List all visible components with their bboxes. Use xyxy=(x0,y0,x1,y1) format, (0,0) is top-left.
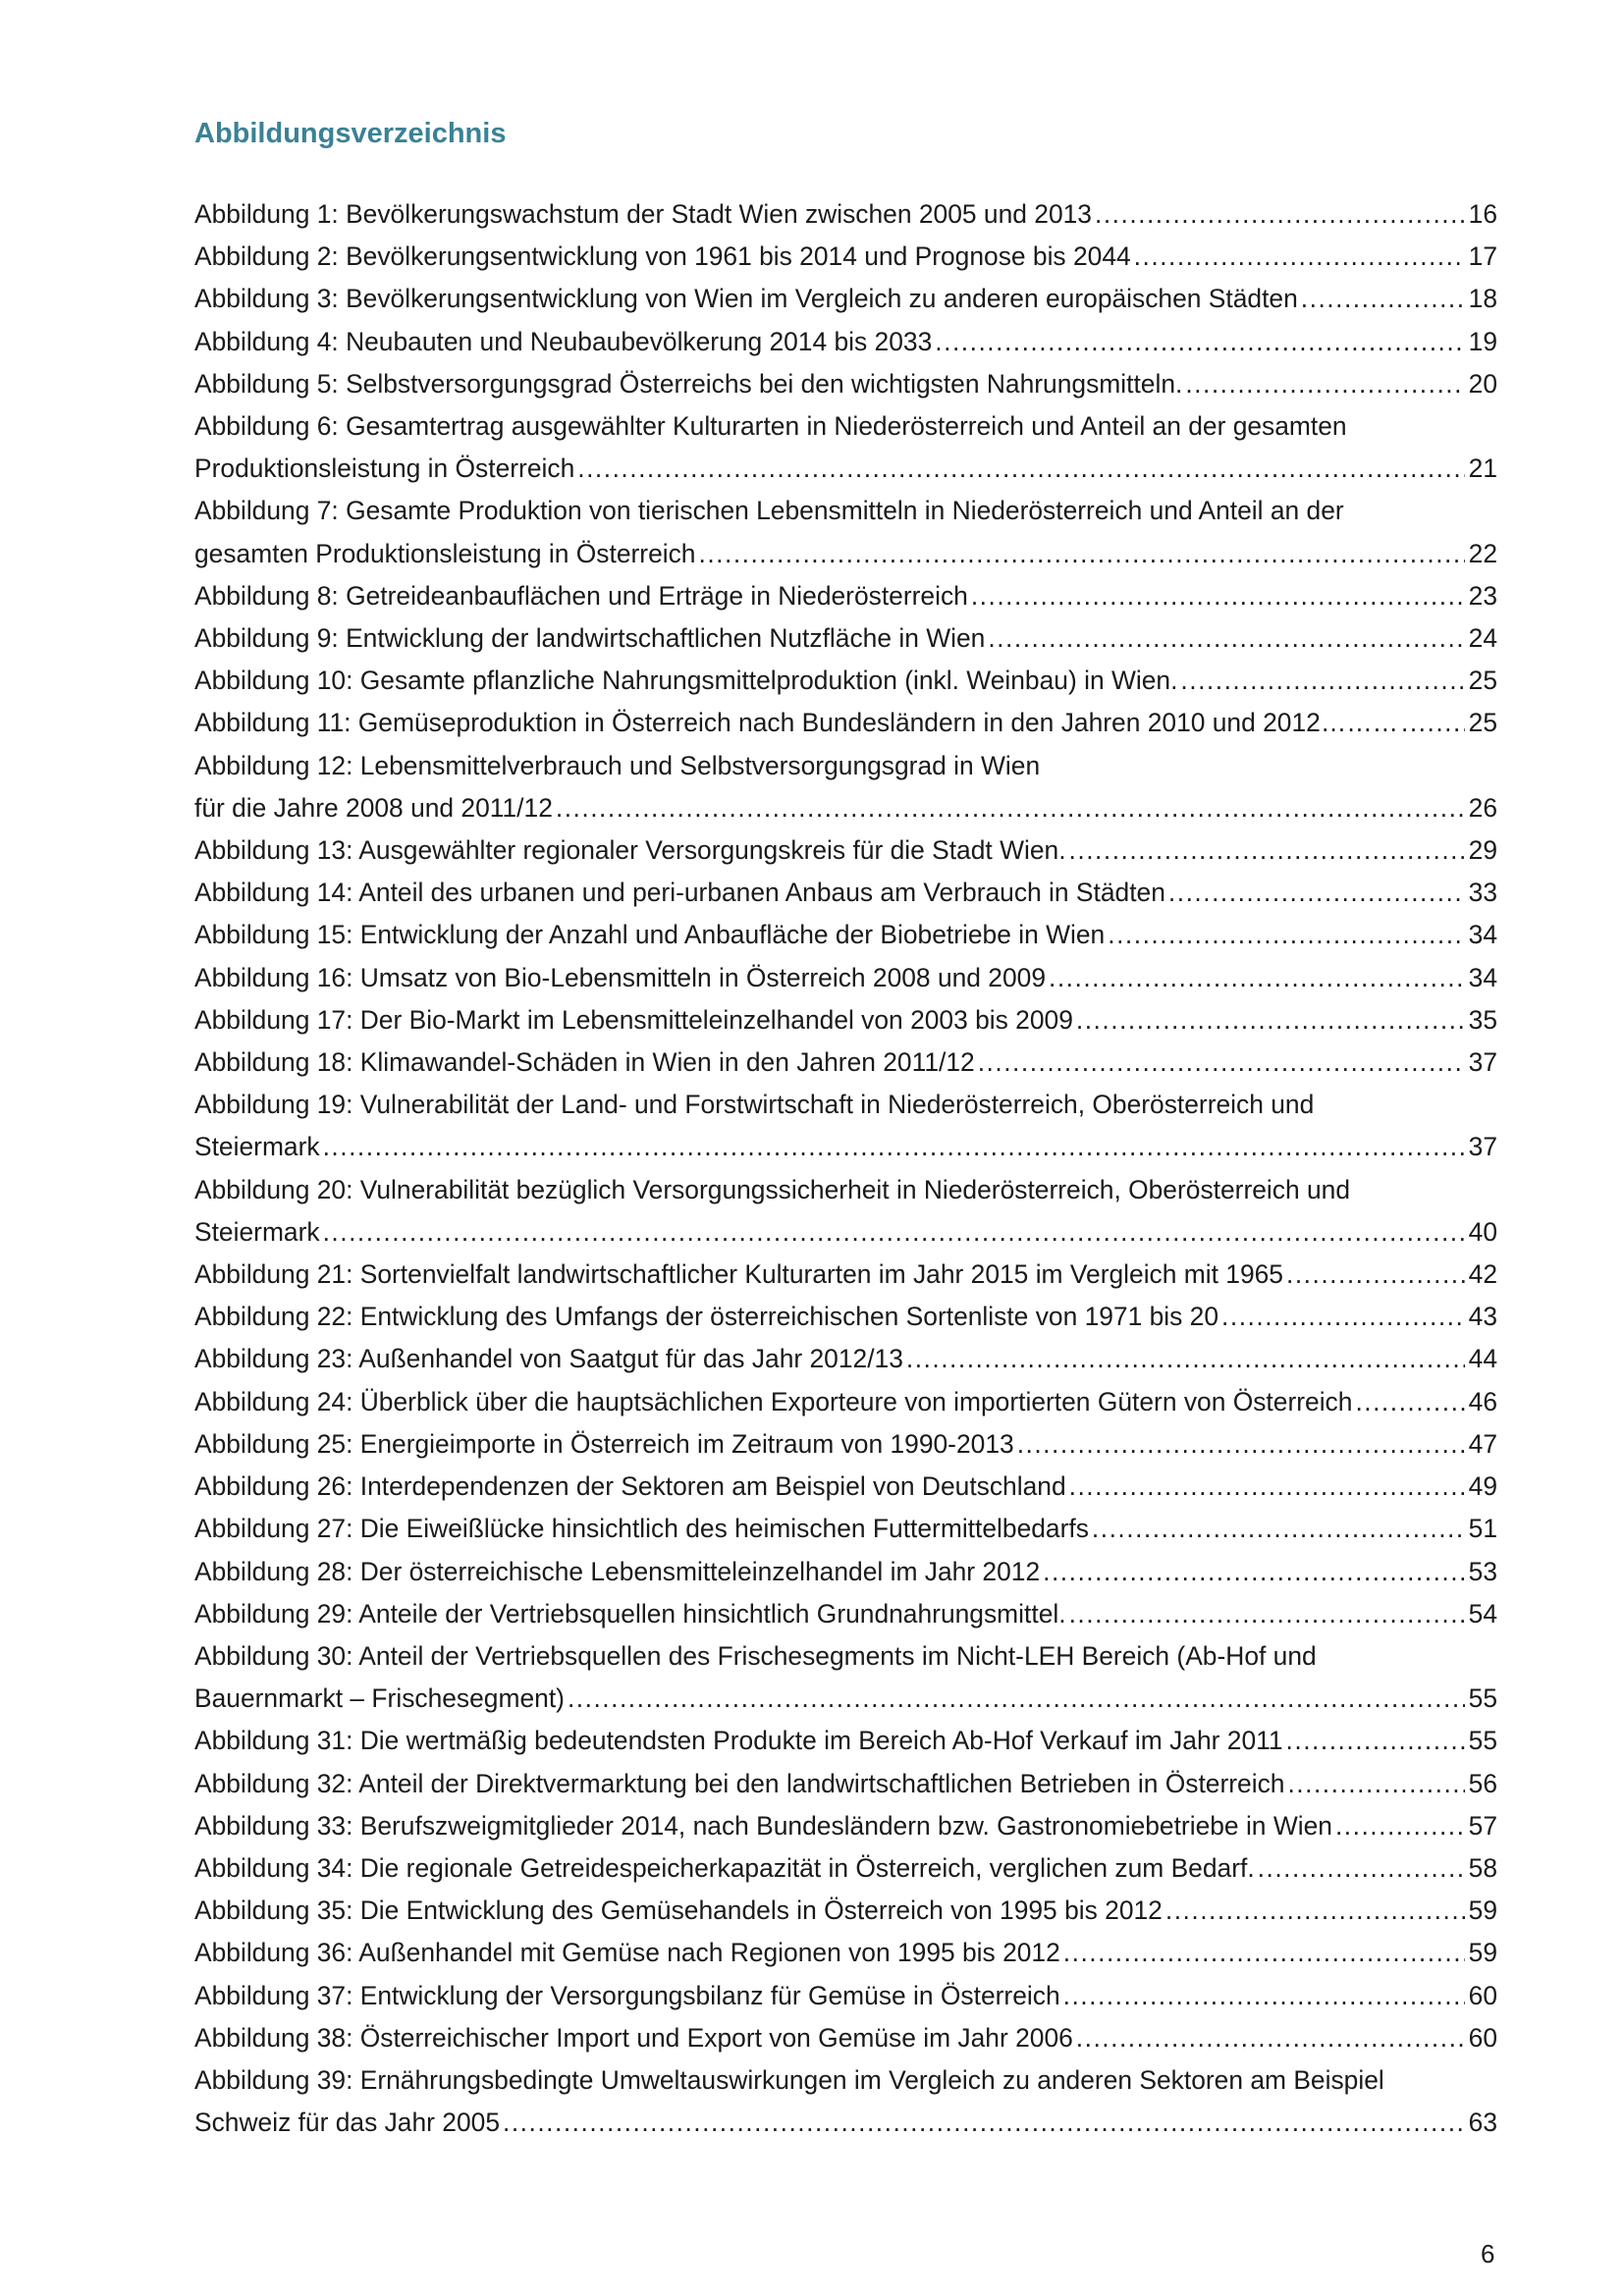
toc-dot-leader xyxy=(577,448,1464,490)
toc-entry-text: Abbildung 29: Anteile der Vertriebsquellen hinsichtlich Grundnahrungsmittel. xyxy=(194,1598,1066,1629)
toc-entry-text: Abbildung 33: Berufszweigmitglieder 2014, nach Bundesländern bzw. Gastronomiebetriebe in Wien xyxy=(194,1810,1332,1841)
toc-entry-page-number: 16 xyxy=(1468,199,1497,229)
toc-entry-text: Abbildung 13: Ausgewählter regionaler Versorgungskreis für die Stadt Wien. xyxy=(194,835,1066,866)
toc-entry-line xyxy=(194,787,1497,829)
page-number: 6 xyxy=(1481,2239,1495,2269)
toc-entry-text: Abbildung 24: Überblick über die hauptsächlichen Exporteure von importierten Gütern von Österreich xyxy=(194,1386,1353,1416)
toc-entry-text: Abbildung 4: Neubauten und Neubaubevölkerung 2014 bis 2033 xyxy=(194,326,933,356)
toc-entry-line xyxy=(194,914,1497,956)
toc-entry-line xyxy=(194,1890,1497,1932)
toc-entry-page-number: 29 xyxy=(1468,835,1497,866)
toc-dot-leader xyxy=(1221,1296,1465,1338)
toc-entry-page-number: 23 xyxy=(1468,580,1497,611)
toc-entry-page-number: 42 xyxy=(1468,1259,1497,1290)
toc-entry-text: Abbildung 14: Anteil des urbanen und peri-urbanen Anbaus am Verbrauch in Städten xyxy=(194,878,1165,908)
toc-entry[interactable] xyxy=(194,1423,1497,1466)
toc-entry-line xyxy=(194,829,1497,872)
toc-entry-line xyxy=(194,1847,1497,1890)
toc-entry-text: Abbildung 35: Die Entwicklung des Gemüsehandels in Österreich von 1995 bis 2012 xyxy=(194,1896,1163,1926)
toc-dot-leader xyxy=(1335,1805,1465,1847)
toc-entry[interactable] xyxy=(194,575,1497,617)
toc-entry-page-number: 53 xyxy=(1468,1556,1497,1586)
toc-entry-text: Steiermark xyxy=(194,1216,320,1247)
toc-dot-leader xyxy=(1287,1763,1464,1805)
toc-dot-leader xyxy=(906,1338,1465,1380)
toc-entry-text: Abbildung 22: Entwicklung des Umfangs der österreichischen Sortenliste von 1971 bis 20 xyxy=(194,1302,1219,1332)
toc-entry-page-number: 46 xyxy=(1468,1386,1497,1416)
toc-dot-leader xyxy=(698,533,1464,575)
toc-entry-line xyxy=(194,1126,1497,1168)
toc-entry[interactable] xyxy=(194,1932,1497,1974)
toc-entry-page-number: 47 xyxy=(1468,1428,1497,1459)
toc-entry[interactable] xyxy=(194,1551,1497,1593)
toc-entry-text: Abbildung 3: Bevölkerungsentwicklung von Wien im Vergleich zu anderen europäischen Städten xyxy=(194,284,1298,314)
toc-entry-first-line: Abbildung 30: Anteil der Vertriebsquellen des Frischesegments im Nicht-LEH Bereich (Ab-Hof und xyxy=(194,1640,1317,1671)
toc-entry-page-number: 51 xyxy=(1468,1514,1497,1544)
toc-entry[interactable] xyxy=(194,1593,1497,1635)
toc-entry[interactable] xyxy=(194,193,1497,236)
toc-entry[interactable] xyxy=(194,745,1497,829)
toc-entry-text: Abbildung 15: Entwicklung der Anzahl und Anbaufläche der Biobetriebe in Wien xyxy=(194,920,1106,950)
toc-dot-leader xyxy=(323,1211,1465,1254)
toc-entry[interactable] xyxy=(194,1296,1497,1338)
toc-entry[interactable] xyxy=(194,1635,1497,1720)
toc-entry-first-line: Abbildung 20: Vulnerabilität bezüglich Versorgungssicherheit in Niederösterreich, Oberösterreich und xyxy=(194,1174,1351,1204)
toc-entry[interactable] xyxy=(194,957,1497,999)
toc-entry-page-number: 17 xyxy=(1468,241,1497,272)
toc-dot-leader xyxy=(1301,278,1465,320)
toc-entry-page-number: 55 xyxy=(1468,1683,1497,1714)
toc-dot-leader xyxy=(1286,1254,1465,1296)
toc-dot-leader xyxy=(1092,1508,1465,1550)
toc-dot-leader xyxy=(1355,1381,1464,1423)
toc-entry-line xyxy=(194,533,1497,575)
toc-entry-line xyxy=(194,1508,1497,1550)
toc-entry-text: Abbildung 32: Anteil der Direktvermarktung bei den landwirtschaftlichen Betrieben in Österreich xyxy=(194,1768,1285,1798)
toc-entry-text: Abbildung 27: Die Eiweißlücke hinsichtlich des heimischen Futtermittelbedarfs xyxy=(194,1514,1089,1544)
toc-entry-line xyxy=(194,321,1497,363)
toc-entry-line xyxy=(194,1932,1497,1974)
toc-entry-page-number: 25 xyxy=(1468,666,1497,696)
toc-entry-text: Abbildung 37: Entwicklung der Versorgungsbilanz für Gemüse in Österreich xyxy=(194,1980,1060,2010)
toc-entry[interactable] xyxy=(194,872,1497,914)
toc-entry[interactable] xyxy=(194,2059,1497,2144)
toc-entry[interactable] xyxy=(194,363,1497,405)
toc-entry-page-number: 26 xyxy=(1468,792,1497,823)
toc-entry[interactable] xyxy=(194,1254,1497,1296)
toc-entry-line xyxy=(194,1763,1497,1805)
toc-entry-page-number: 37 xyxy=(1468,1047,1497,1078)
toc-entry[interactable] xyxy=(194,1508,1497,1550)
toc-entry[interactable] xyxy=(194,617,1497,660)
toc-dot-leader xyxy=(1134,236,1465,278)
toc-entry-first-line: Abbildung 6: Gesamtertrag ausgewählter Kulturarten in Niederösterreich und Anteil an der gesamten xyxy=(194,411,1347,442)
toc-entry-text: Abbildung 8: Getreideanbauflächen und Erträge in Niederösterreich xyxy=(194,580,968,611)
toc-entry-page-number: 25 xyxy=(1468,708,1497,738)
toc-entry-line xyxy=(194,1381,1497,1423)
toc-entry-line xyxy=(194,1593,1497,1635)
toc-entry-page-number: 34 xyxy=(1468,920,1497,950)
toc-entry-page-number: 24 xyxy=(1468,623,1497,654)
toc-entry[interactable] xyxy=(194,660,1497,702)
toc-entry-page-number: 44 xyxy=(1468,1344,1497,1374)
toc-entry-line xyxy=(194,1805,1497,1847)
toc-entry-line xyxy=(194,1720,1497,1762)
toc-entry-page-number: 60 xyxy=(1468,2022,1497,2053)
toc-entry-page-number: 57 xyxy=(1468,1810,1497,1841)
toc-entry[interactable] xyxy=(194,236,1497,278)
toc-entry[interactable] xyxy=(194,1763,1497,1805)
toc-entry[interactable] xyxy=(194,405,1497,490)
toc-entry-text: für die Jahre 2008 und 2011/12 xyxy=(194,792,553,823)
toc-entry[interactable] xyxy=(194,1169,1497,1254)
toc-entry-page-number: 20 xyxy=(1468,368,1497,399)
toc-entry-first-line: Abbildung 12: Lebensmittelverbrauch und Selbstversorgungsgrad in Wien xyxy=(194,750,1041,780)
toc-entry[interactable] xyxy=(194,1847,1497,1890)
toc-dot-leader xyxy=(1043,1551,1465,1593)
toc-entry-page-number: 60 xyxy=(1468,1980,1497,2010)
toc-dot-leader xyxy=(1258,1847,1465,1890)
toc-entry-text: Abbildung 11: Gemüseproduktion in Österreich nach Bundesländern in den Jahren 2010 und 2012……… xyxy=(194,708,1399,738)
toc-dot-leader xyxy=(1069,1466,1465,1508)
toc-entry[interactable] xyxy=(194,2017,1497,2059)
toc-entry-page-number: 49 xyxy=(1468,1471,1497,1502)
toc-entry-text: Steiermark xyxy=(194,1132,320,1162)
toc-entry[interactable] xyxy=(194,1720,1497,1762)
toc-entry[interactable] xyxy=(194,1890,1497,1932)
toc-entry-page-number: 22 xyxy=(1468,538,1497,568)
toc-entry-page-number: 59 xyxy=(1468,1896,1497,1926)
toc-entry-first-line: Abbildung 7: Gesamte Produktion von tierischen Lebensmitteln in Niederösterreich und Anteil an der xyxy=(194,496,1344,526)
toc-entry-page-number: 33 xyxy=(1468,878,1497,908)
toc-entry-line xyxy=(194,1551,1497,1593)
toc-entry[interactable] xyxy=(194,1338,1497,1380)
toc-dot-leader xyxy=(1165,1890,1465,1932)
toc-entry-line xyxy=(194,1975,1497,2017)
toc-entry-text: Abbildung 26: Interdependenzen der Sektoren am Beispiel von Deutschland xyxy=(194,1471,1066,1502)
toc-dot-leader xyxy=(1108,914,1464,956)
toc-entry-line xyxy=(194,999,1497,1041)
toc-entry-line xyxy=(194,872,1497,914)
toc-entry-text: Abbildung 36: Außenhandel mit Gemüse nach Regionen von 1995 bis 2012 xyxy=(194,1938,1060,1968)
toc-dot-leader xyxy=(1069,829,1465,872)
toc-dot-leader xyxy=(1401,702,1465,744)
toc-entry[interactable] xyxy=(194,1805,1497,1847)
toc-entry-text: Abbildung 17: Der Bio-Markt im Lebensmitteleinzelhandel von 2003 bis 2009 xyxy=(194,1004,1073,1035)
toc-dot-leader xyxy=(1076,2017,1465,2059)
toc-entry-line xyxy=(194,1338,1497,1380)
toc-entry-line xyxy=(194,660,1497,702)
page-title: Abbildungsverzeichnis xyxy=(194,118,507,149)
toc-dot-leader xyxy=(935,321,1464,363)
toc-entry-line xyxy=(194,193,1497,236)
toc-dot-leader xyxy=(556,787,1465,829)
toc-entry-line xyxy=(194,1211,1497,1254)
toc-entry-line xyxy=(194,1466,1497,1508)
toc-entry-line xyxy=(194,957,1497,999)
toc-entry-page-number: 21 xyxy=(1468,454,1497,484)
toc-entry[interactable] xyxy=(194,829,1497,872)
toc-entry-line xyxy=(194,236,1497,278)
toc-entry-text: Abbildung 1: Bevölkerungswachstum der Stadt Wien zwischen 2005 und 2013 xyxy=(194,199,1092,229)
toc-entry-page-number: 63 xyxy=(1468,2108,1497,2138)
toc-entry-first-line: Abbildung 39: Ernährungsbedingte Umweltauswirkungen im Vergleich zu anderen Sektoren am Beispiel xyxy=(194,2064,1384,2095)
toc-entry-line xyxy=(194,1423,1497,1466)
toc-entry[interactable] xyxy=(194,702,1497,744)
toc-dot-leader xyxy=(1185,363,1464,405)
toc-entry-text: gesamten Produktionsleistung in Österreich xyxy=(194,538,696,568)
toc-entry-text: Abbildung 34: Die regionale Getreidespeicherkapazität in Österreich, verglichen zum Bedarf. xyxy=(194,1852,1255,1883)
list-of-figures xyxy=(194,193,1497,2144)
toc-entry-page-number: 59 xyxy=(1468,1938,1497,1968)
toc-entry-first-line: Abbildung 19: Vulnerabilität der Land- und Forstwirtschaft in Niederösterreich, Oberösterreich und xyxy=(194,1090,1315,1120)
toc-entry[interactable] xyxy=(194,1975,1497,2017)
toc-entry-text: Abbildung 28: Der österreichische Lebensmitteleinzelhandel im Jahr 2012 xyxy=(194,1556,1041,1586)
toc-dot-leader xyxy=(568,1678,1465,1720)
toc-entry-line xyxy=(194,448,1497,490)
toc-entry-page-number: 34 xyxy=(1468,962,1497,992)
toc-entry-line xyxy=(194,1296,1497,1338)
toc-dot-leader xyxy=(1063,1975,1465,2017)
toc-entry-line xyxy=(194,1041,1497,1084)
toc-entry[interactable] xyxy=(194,278,1497,320)
toc-entry[interactable] xyxy=(194,1084,1497,1168)
toc-entry-line xyxy=(194,575,1497,617)
toc-entry-page-number: 19 xyxy=(1468,326,1497,356)
toc-dot-leader xyxy=(988,617,1464,660)
toc-entry[interactable] xyxy=(194,1381,1497,1423)
toc-entry-text: Abbildung 5: Selbstversorgungsgrad Österreichs bei den wichtigsten Nahrungsmitteln. xyxy=(194,368,1183,399)
toc-entry-line xyxy=(194,278,1497,320)
toc-entry-text: Abbildung 18: Klimawandel-Schäden in Wien in den Jahren 2011/12 xyxy=(194,1047,975,1078)
toc-entry-text: Abbildung 2: Bevölkerungsentwicklung von 1961 bis 2014 und Prognose bis 2044 xyxy=(194,241,1131,272)
toc-entry-text: Schweiz für das Jahr 2005 xyxy=(194,2108,500,2138)
toc-entry-line xyxy=(194,363,1497,405)
toc-entry-page-number: 35 xyxy=(1468,1004,1497,1035)
toc-entry-page-number: 56 xyxy=(1468,1768,1497,1798)
toc-entry[interactable] xyxy=(194,1041,1497,1084)
toc-dot-leader xyxy=(1180,660,1464,702)
toc-dot-leader xyxy=(1286,1720,1465,1762)
toc-entry[interactable] xyxy=(194,914,1497,956)
toc-entry-page-number: 55 xyxy=(1468,1726,1497,1756)
toc-entry-line xyxy=(194,617,1497,660)
toc-entry-page-number: 43 xyxy=(1468,1302,1497,1332)
toc-entry-text: Abbildung 31: Die wertmäßig bedeutendsten Produkte im Bereich Ab-Hof Verkauf im Jahr 2011 xyxy=(194,1726,1283,1756)
toc-dot-leader xyxy=(1168,872,1465,914)
toc-dot-leader xyxy=(1017,1423,1465,1466)
toc-dot-leader xyxy=(978,1041,1465,1084)
toc-entry-page-number: 40 xyxy=(1468,1216,1497,1247)
toc-entry[interactable] xyxy=(194,321,1497,363)
toc-entry-text: Produktionsleistung in Österreich xyxy=(194,454,575,484)
toc-entry-text: Bauernmarkt – Frischesegment) xyxy=(194,1683,565,1714)
toc-entry-line xyxy=(194,2017,1497,2059)
toc-entry[interactable] xyxy=(194,1466,1497,1508)
toc-dot-leader xyxy=(971,575,1465,617)
toc-entry-text: Abbildung 38: Österreichischer Import und Export von Gemüse im Jahr 2006 xyxy=(194,2022,1073,2053)
toc-entry-page-number: 37 xyxy=(1468,1132,1497,1162)
toc-dot-leader xyxy=(323,1126,1465,1168)
toc-entry[interactable] xyxy=(194,490,1497,574)
toc-entry[interactable] xyxy=(194,999,1497,1041)
toc-dot-leader xyxy=(1063,1932,1465,1974)
toc-entry-page-number: 58 xyxy=(1468,1852,1497,1883)
toc-dot-leader xyxy=(503,2102,1465,2144)
toc-entry-text: Abbildung 10: Gesamte pflanzliche Nahrungsmittelproduktion (inkl. Weinbau) in Wien. xyxy=(194,666,1178,696)
toc-entry-text: Abbildung 23: Außenhandel von Saatgut für das Jahr 2012/13 xyxy=(194,1344,903,1374)
toc-entry-line xyxy=(194,1678,1497,1720)
toc-entry-line xyxy=(194,1254,1497,1296)
toc-dot-leader xyxy=(1069,1593,1465,1635)
toc-entry-text: Abbildung 9: Entwicklung der landwirtschaftlichen Nutzfläche in Wien xyxy=(194,623,986,654)
toc-dot-leader xyxy=(1076,999,1465,1041)
toc-entry-text: Abbildung 25: Energieimporte in Österreich im Zeitraum von 1990-2013 xyxy=(194,1428,1014,1459)
toc-entry-line xyxy=(194,2102,1497,2144)
toc-dot-leader xyxy=(1095,193,1465,236)
toc-entry-page-number: 54 xyxy=(1468,1598,1497,1629)
toc-dot-leader xyxy=(1049,957,1465,999)
toc-entry-text: Abbildung 16: Umsatz von Bio-Lebensmitteln in Österreich 2008 und 2009 xyxy=(194,962,1047,992)
toc-entry-line xyxy=(194,702,1497,744)
toc-entry-page-number: 18 xyxy=(1468,284,1497,314)
toc-entry-text: Abbildung 21: Sortenvielfalt landwirtschaftlicher Kulturarten im Jahr 2015 im Vergleich mit 1965 xyxy=(194,1259,1283,1290)
